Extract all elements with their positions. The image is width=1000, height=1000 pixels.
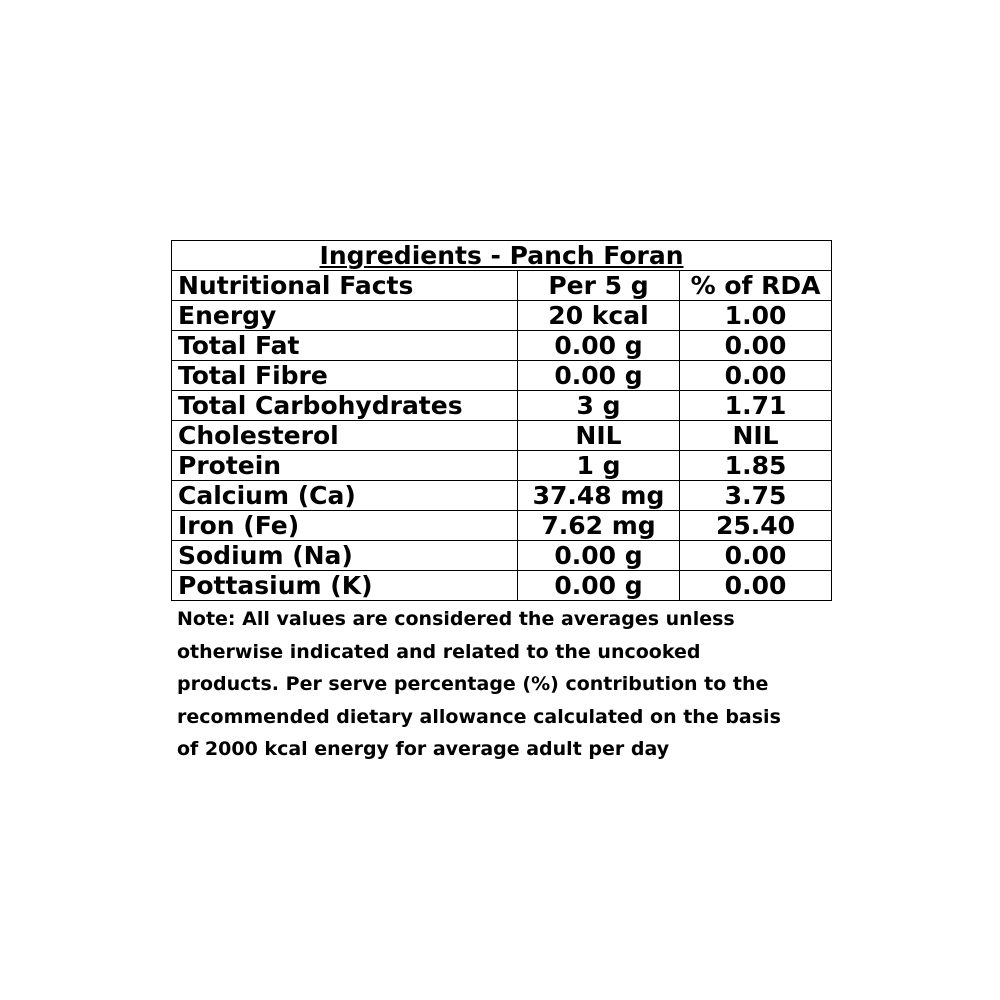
per-serving-value: 0.00 g <box>518 541 680 571</box>
table-row <box>172 481 832 511</box>
table-row <box>172 391 832 421</box>
nutrient-name: Sodium (Na) <box>172 541 518 571</box>
rda-value: 0.00 <box>680 541 832 571</box>
per-serving-value: 0.00 g <box>518 571 680 601</box>
title-row <box>172 241 832 271</box>
nutrient-name: Iron (Fe) <box>172 511 518 541</box>
rda-value: 1.71 <box>680 391 832 421</box>
footnote-line: Note: All values are considered the averages unless <box>177 608 735 630</box>
nutrient-name: Total Fibre <box>172 361 518 391</box>
column-header-per: Per 5 g <box>518 271 680 301</box>
rda-value: 3.75 <box>680 481 832 511</box>
per-serving-value: 7.62 mg <box>518 511 680 541</box>
table-row <box>172 331 832 361</box>
per-serving-value: NIL <box>518 421 680 451</box>
header-row <box>172 271 832 301</box>
table-title: Ingredients - Panch Foran <box>172 241 832 271</box>
per-serving-value: 20 kcal <box>518 301 680 331</box>
nutrient-name: Calcium (Ca) <box>172 481 518 511</box>
footnote <box>171 603 817 766</box>
footnote-line: recommended dietary allowance calculated on the basis <box>177 705 781 728</box>
rda-value: 1.00 <box>680 301 832 331</box>
nutrition-rows <box>172 301 832 601</box>
column-header-rda: % of RDA <box>680 271 832 301</box>
per-serving-value: 37.48 mg <box>518 481 680 511</box>
nutrient-name: Protein <box>172 451 518 481</box>
per-serving-value: 0.00 g <box>518 361 680 391</box>
nutrient-name: Total Fat <box>172 331 518 361</box>
rda-value: 0.00 <box>680 361 832 391</box>
nutrition-table <box>171 240 832 601</box>
table-row <box>172 511 832 541</box>
nutrient-name: Energy <box>172 301 518 331</box>
table-row <box>172 301 832 331</box>
rda-value: 0.00 <box>680 331 832 361</box>
table-row <box>172 361 832 391</box>
per-serving-value: 1 g <box>518 451 680 481</box>
nutrient-name: Total Carbohydrates <box>172 391 518 421</box>
column-header-name: Nutritional Facts <box>172 271 518 301</box>
per-serving-value: 0.00 g <box>518 331 680 361</box>
rda-value: 0.00 <box>680 571 832 601</box>
table-row <box>172 571 832 601</box>
rda-value: 25.40 <box>680 511 832 541</box>
nutrient-name: Cholesterol <box>172 421 518 451</box>
rda-value: NIL <box>680 421 832 451</box>
nutrition-label <box>171 240 831 766</box>
per-serving-value: 3 g <box>518 391 680 421</box>
table-row <box>172 451 832 481</box>
table-row <box>172 541 832 571</box>
footnote-line: of 2000 kcal energy for average adult per day <box>177 738 670 760</box>
nutrient-name: Pottasium (K) <box>172 571 518 601</box>
footnote-line: products. Per serve percentage (%) contribution to the <box>177 673 769 695</box>
table-row <box>172 421 832 451</box>
footnote-line: otherwise indicated and related to the uncooked <box>177 640 701 663</box>
rda-value: 1.85 <box>680 451 832 481</box>
